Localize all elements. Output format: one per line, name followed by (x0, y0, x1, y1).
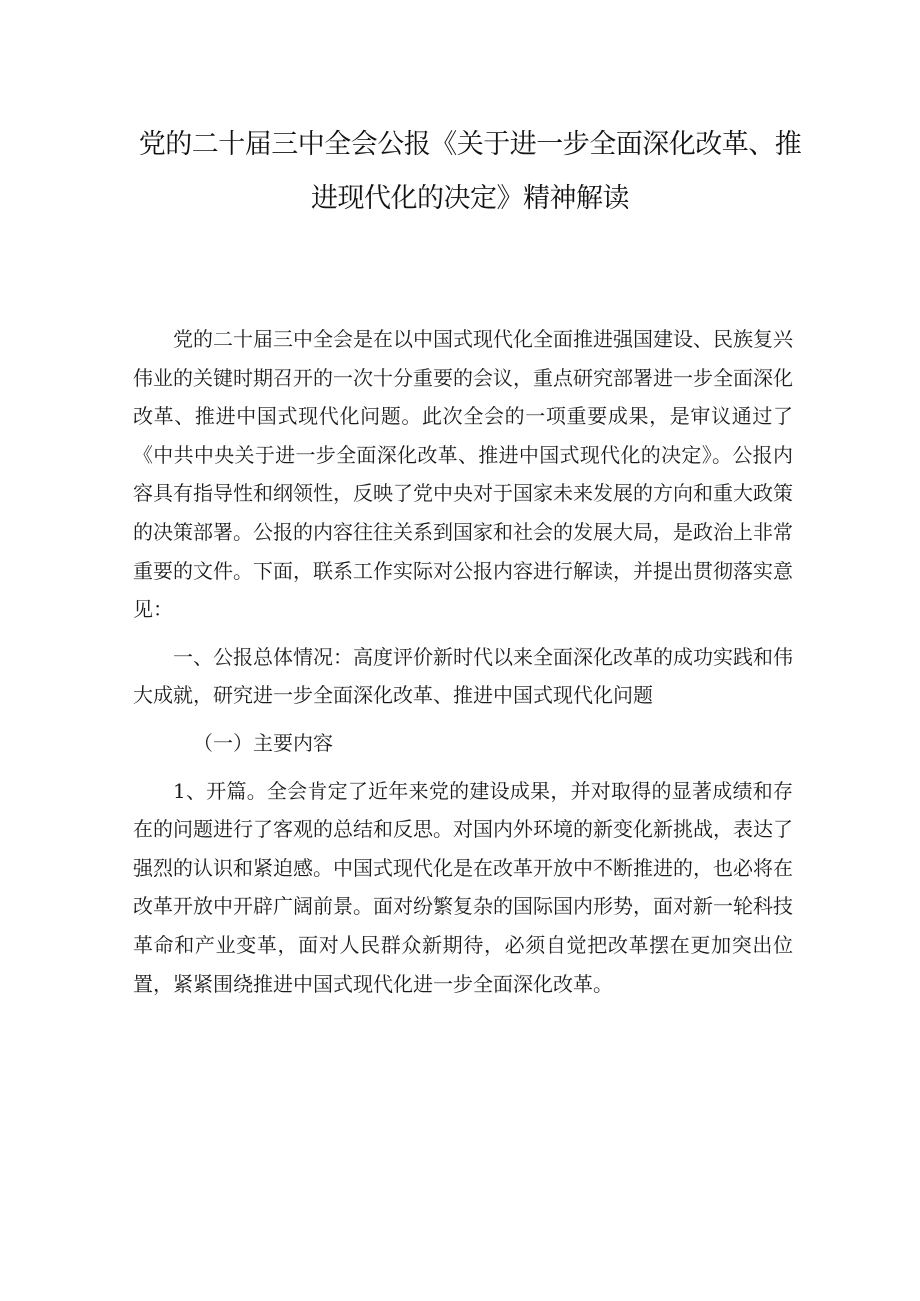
title-line-2: 进现代化的决定》精神解读 (311, 183, 629, 214)
document-body (133, 320, 793, 1003)
section-heading-1: 一、公报总体情况：高度评价新时代以来全面深化改革的成功实践和伟大成就，研究进一步全面深化改革、推进中国式现代化问题 (133, 644, 793, 708)
document-title (120, 118, 820, 226)
intro-paragraph: 党的二十届三中全会是在以中国式现代化全面推进强国建设、民族复兴伟业的关键时期召开的一次十分重要的会议，重点研究部署进一步全面深化改革、推进中国式现代化问题。此次全会的一项重要成果，是审议通过了《中共中央关于进一步全面深化改革、推进中国式现代化的决定》。公报内容具有指导性和纲领性，反映了党中央对于国家未来发展的方向和重大政策的决策部署。公报的内容往往关系到国家和社会的发展大局，是政治上非常重要的文件。下面，联系工作实际对公报内容进行解读，并提出贯彻落实意见： (133, 327, 793, 622)
item-paragraph-1: 1、开篇。全会肯定了近年来党的建设成果，并对取得的显著成绩和存在的问题进行了客观的总结和反思。对国内外环境的新变化新挑战，表达了强烈的认识和紧迫感。中国式现代化是在改革开放中不断推进的，也必将在改革开放中开辟广阔前景。面对纷繁复杂的国际国内形势，面对新一轮科技革命和产业变革，面对人民群众新期待，必须自觉把改革摆在更加突出位置，紧紧围绕推进中国式现代化进一步全面深化改革。 (133, 778, 793, 996)
title-line-1: 党的二十届三中全会公报《关于进一步全面深化改革、推 (138, 129, 802, 160)
subsection-heading-1: （一）主要内容 (193, 730, 333, 755)
